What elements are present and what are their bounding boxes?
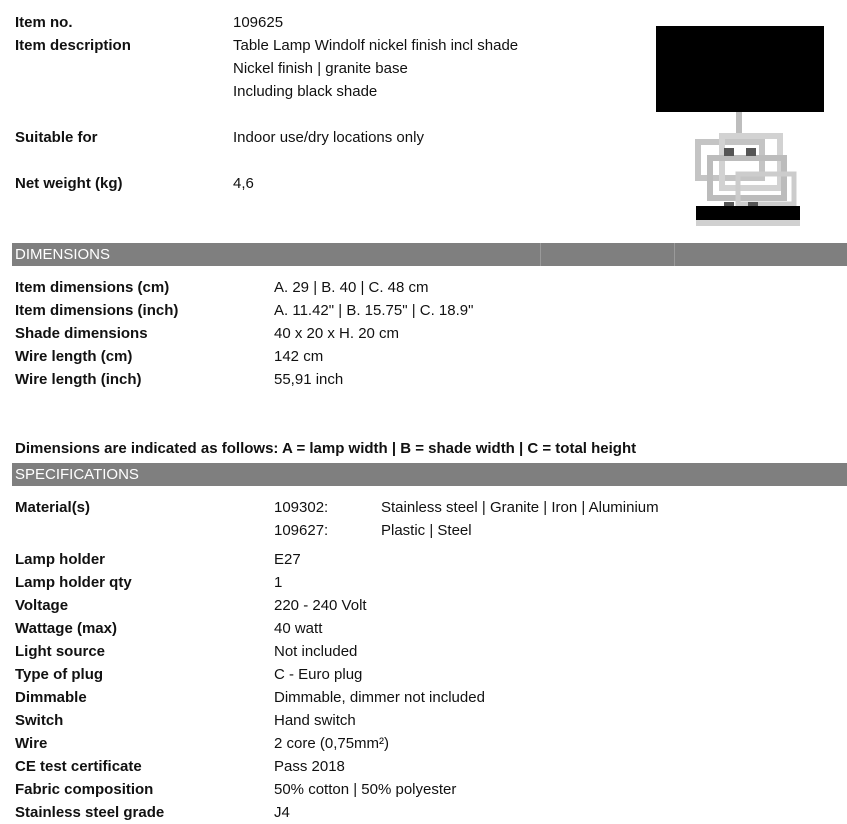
- dimmable-value: Dimmable, dimmer not included: [274, 689, 485, 706]
- lamp-holder-label: Lamp holder: [15, 551, 106, 568]
- shade-dimensions-label: Shade dimensions: [15, 325, 148, 342]
- lamp-holder-qty-value: 1: [274, 574, 283, 591]
- material-code: 109302:: [274, 499, 329, 516]
- item-description-label: Item description: [15, 37, 131, 54]
- ce-certificate-value: Pass 2018: [274, 758, 345, 775]
- item-description-line-3: Including black shade: [233, 83, 378, 100]
- specifications-section-header: [12, 463, 847, 486]
- suitable-for-label: Suitable for: [15, 129, 98, 146]
- specifications-title: SPECIFICATIONS: [15, 466, 139, 483]
- item-description-line-2: Nickel finish | granite base: [233, 60, 408, 77]
- net-weight-value: 4,6: [233, 175, 254, 192]
- item-dimensions-inch-label: Item dimensions (inch): [15, 302, 179, 319]
- dimensions-section-header: [12, 243, 847, 266]
- wire-length-inch-label: Wire length (inch): [15, 371, 142, 388]
- lamp-holder-qty-label: Lamp holder qty: [15, 574, 132, 591]
- material-value: Stainless steel | Granite | Iron | Aluminium: [381, 499, 659, 516]
- wire-length-cm-label: Wire length (cm): [15, 348, 133, 365]
- item-dimensions-cm-value: A. 29 | B. 40 | C. 48 cm: [274, 279, 429, 296]
- item-description-line-1: Table Lamp Windolf nickel finish incl shade: [233, 37, 519, 54]
- wire-length-inch-value: 55,91 inch: [274, 371, 344, 388]
- voltage-label: Voltage: [15, 597, 69, 614]
- material-value: Plastic | Steel: [381, 522, 472, 539]
- wire-value: 2 core (0,75mm²): [274, 735, 390, 752]
- plug-type-value: C - Euro plug: [274, 666, 363, 683]
- fabric-composition-value: 50% cotton | 50% polyester: [274, 781, 457, 798]
- dimmable-label: Dimmable: [15, 689, 87, 706]
- column-divider: [674, 243, 675, 266]
- dimensions-title: DIMENSIONS: [15, 246, 111, 263]
- switch-label: Switch: [15, 712, 64, 729]
- net-weight-label: Net weight (kg): [15, 175, 123, 192]
- table-lamp-product-photo: [652, 24, 826, 236]
- column-divider: [540, 243, 541, 266]
- lamp-holder-value: E27: [274, 551, 301, 568]
- wire-label: Wire: [15, 735, 48, 752]
- ce-certificate-label: CE test certificate: [15, 758, 142, 775]
- switch-value: Hand switch: [274, 712, 356, 729]
- material-code: 109627:: [274, 522, 329, 539]
- item-dimensions-inch-value: A. 11.42" | B. 15.75" | C. 18.9": [274, 302, 474, 319]
- wattage-label: Wattage (max): [15, 620, 117, 637]
- shade-dimensions-value: 40 x 20 x H. 20 cm: [274, 325, 400, 342]
- wire-length-cm-value: 142 cm: [274, 348, 324, 365]
- table-lamp-icon: [652, 24, 826, 236]
- item-dimensions-cm-label: Item dimensions (cm): [15, 279, 170, 296]
- light-source-value: Not included: [274, 643, 358, 660]
- materials-label: Material(s): [15, 499, 91, 516]
- light-source-label: Light source: [15, 643, 106, 660]
- steel-grade-value: J4: [274, 804, 290, 821]
- dimensions-note: Dimensions are indicated as follows: A = lamp width | B = shade width | C = total height: [15, 440, 637, 457]
- fabric-composition-label: Fabric composition: [15, 781, 154, 798]
- item-no-label: Item no.: [15, 14, 73, 31]
- item-no-value: 109625: [233, 14, 284, 31]
- voltage-value: 220 - 240 Volt: [274, 597, 367, 614]
- wattage-value: 40 watt: [274, 620, 323, 637]
- steel-grade-label: Stainless steel grade: [15, 804, 165, 821]
- plug-type-label: Type of plug: [15, 666, 104, 683]
- suitable-for-value: Indoor use/dry locations only: [233, 129, 424, 146]
